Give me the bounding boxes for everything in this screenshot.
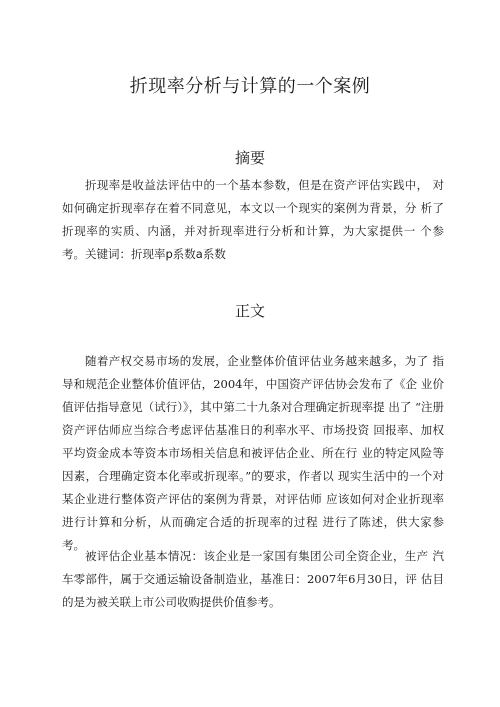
keywords-label: 关键词：: [85, 247, 131, 261]
body-paragraph-2: 被评估企业基本情况：该企业是一家国有集团公司全资企业，生产 汽车零部件，属于交通运输设备制造业，基准日：2007年6月30日，评 估目的是为被关联上市公司收购提供价值参考。: [62, 549, 444, 609]
abstract-heading: 摘要: [234, 149, 265, 167]
keywords-line: [62, 243, 444, 266]
keywords-value: 折现率p系数a系数: [131, 247, 226, 261]
page-title: 折现率分析与计算的一个案例: [129, 76, 371, 97]
body-paragraph-1: 随着产权交易市场的发展，企业整体价值评估业务越来越多，为了 指导和规范企业整体价值评估，2004年，中国资产评估协会发布了《企 业价值评估指导意见（试行）》，其中第二十九条对合理确定折现率提 出了 “注册资产评估师应当综合考虑评估基准日的利率水平、市场投资 回报率、加权平均资金成本等资本市场相关信息和被评估企业、所在行 业的特定风险等因素，合理确定资本化率或折现率。”的要求，作者以 现实生活中的一个对某企业进行整体资产评估的案例为背景，对评估师 应该如何对企业折现率进行计算和分析，从而确定合适的折现率的过程 进行了陈述，供大家参考。: [62, 354, 444, 552]
abstract-paragraph: 折现率是收益法评估中的一个基本参数，但是在资产评估实践中， 对如何确定折现率存在着不同意见，本文以一个现实的案例为背景，分 析了折现率的实质、内涵，并对折现率进行分析和计算，为大家提供一 个参考。: [62, 178, 444, 261]
body-heading: 正文: [234, 302, 265, 320]
